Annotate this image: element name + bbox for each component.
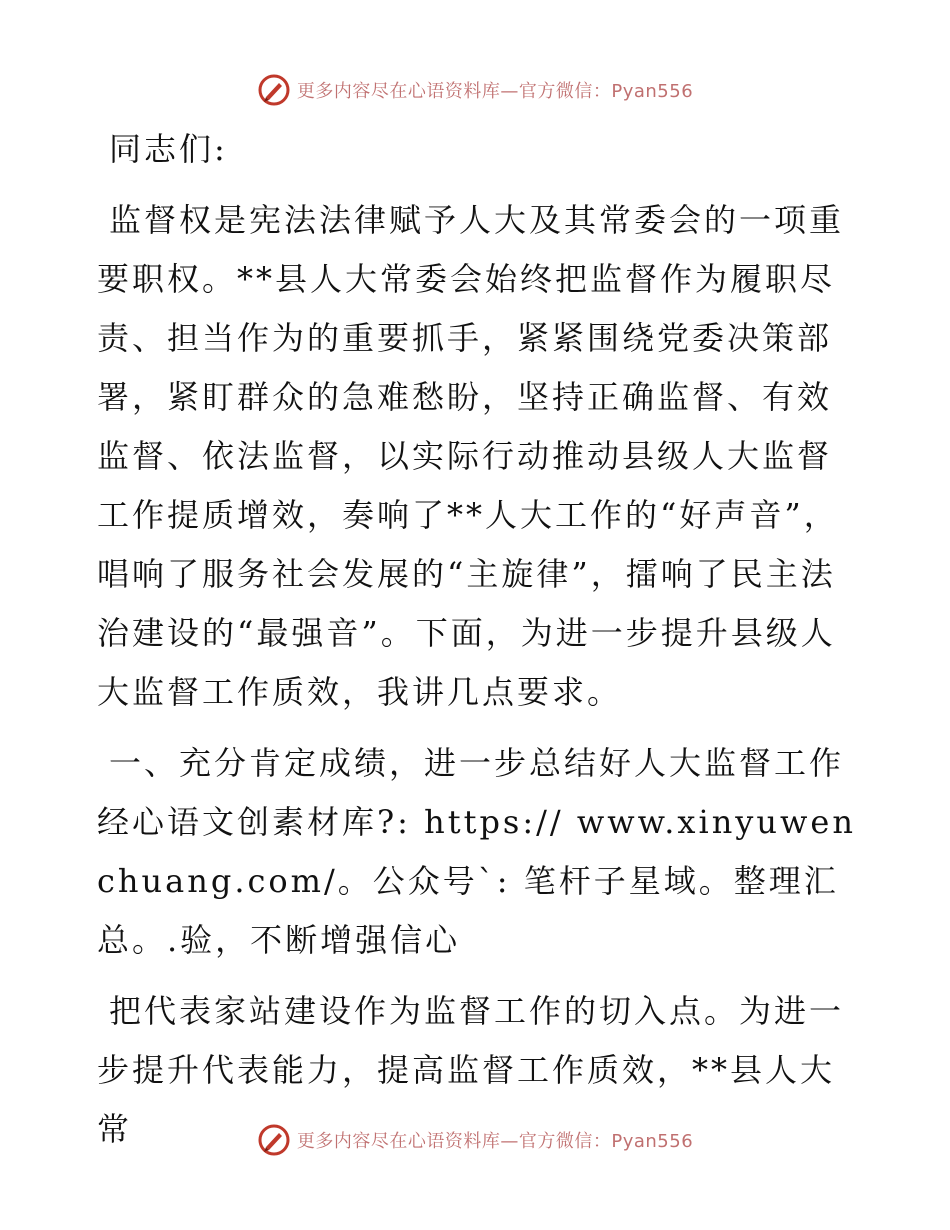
salutation: 同志们: (109, 130, 228, 168)
footer-banner (0, 1120, 950, 1160)
document-body (97, 120, 857, 1159)
paragraph-3: 把代表家站建设作为监督工作的切入点。为进一步提升代表能力，提高监督工作质效，**县人大常 (97, 992, 845, 1148)
paragraph-2: 一、充分肯定成绩，进一步总结好人大监督工作经心语文创素材库?: https:// www.xinyuwenchuang.com/。公众号`: 笔杆子星域。整理汇总。.验，不断增强信心 (97, 744, 856, 959)
pen-logo-icon (257, 73, 291, 107)
footer-banner-text: 更多内容尽在心语资料库—官方微信：Pyan556 (296, 1131, 694, 1152)
pen-logo-icon (257, 1123, 291, 1157)
header-banner-text: 更多内容尽在心语资料库—官方微信：Pyan556 (296, 81, 694, 102)
paragraph-1: 监督权是宪法法律赋予人大及其常委会的一项重要职权。**县人大常委会始终把监督作为履职尽责、担当作为的重要抓手，紧紧围绕党委决策部署，紧盯群众的急难愁盼，坚持正确监督、有效监督、依法监督，以实际行动推动县级人大监督工作提质增效，奏响了**人大工作的“好声音”，唱响了服务社会发展的“主旋律”，擂响了民主法治建设的“最强音”。下面，为进一步提升县级人大监督工作质效，我讲几点要求。 (97, 201, 845, 711)
header-banner (0, 70, 950, 110)
